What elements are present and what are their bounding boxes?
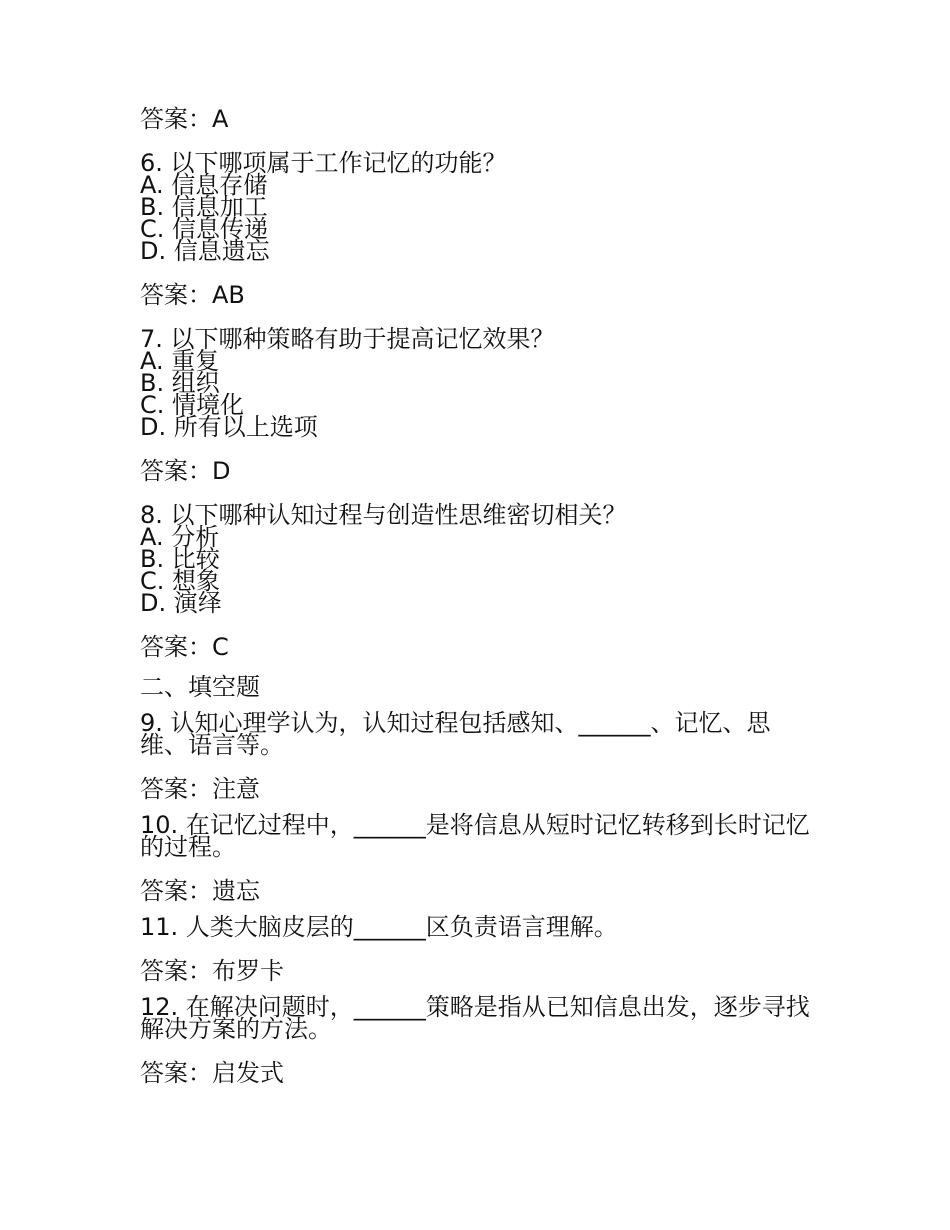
document-page: [140, 104, 810, 1088]
question-6: [140, 149, 810, 265]
answer-line: 答案：A: [140, 105, 229, 133]
question-12: 12. 在解决问题时，______策略是指从已知信息出发，逐步寻找解决方案的方法。: [140, 993, 810, 1043]
option-c: C. 信息传递: [140, 215, 269, 243]
question-7: [140, 325, 810, 441]
option-d: D. 所有以上选项: [140, 413, 318, 441]
option-a: A. 信息存储: [140, 171, 268, 199]
answer-line: 答案：遗忘: [140, 877, 260, 905]
section-heading: 二、填空题: [140, 673, 260, 701]
answer-line: 答案：C: [140, 633, 229, 661]
option-c: C. 想象: [140, 567, 221, 595]
option-c: C. 情境化: [140, 391, 245, 419]
question-8: [140, 501, 810, 617]
answer-line: 答案：启发式: [140, 1059, 284, 1087]
option-a: A. 重复: [140, 347, 220, 375]
answer-line: 答案：AB: [140, 281, 245, 309]
option-d: D. 演绎: [140, 589, 222, 617]
answer-line: 答案：布罗卡: [140, 957, 284, 985]
question-10: 10. 在记忆过程中，______是将信息从短时记忆转移到长时记忆的过程。: [140, 811, 810, 861]
answer-line: 答案：D: [140, 457, 231, 485]
option-a: A. 分析: [140, 523, 220, 551]
question-text: 7. 以下哪种策略有助于提高记忆效果？: [140, 325, 555, 353]
option-b: B. 比较: [140, 545, 220, 573]
question-text: 8. 以下哪种认知过程与创造性思维密切相关？: [140, 501, 627, 529]
answer-line: 答案：注意: [140, 775, 260, 803]
question-text: 6. 以下哪项属于工作记忆的功能？: [140, 149, 507, 177]
option-b: B. 信息加工: [140, 193, 268, 221]
option-d: D. 信息遗忘: [140, 237, 270, 265]
question-9: 9. 认知心理学认为，认知过程包括感知、______、记忆、思维、语言等。: [140, 709, 771, 759]
question-11: 11. 人类大脑皮层的______区负责语言理解。: [140, 913, 618, 941]
option-b: B. 组织: [140, 369, 220, 397]
